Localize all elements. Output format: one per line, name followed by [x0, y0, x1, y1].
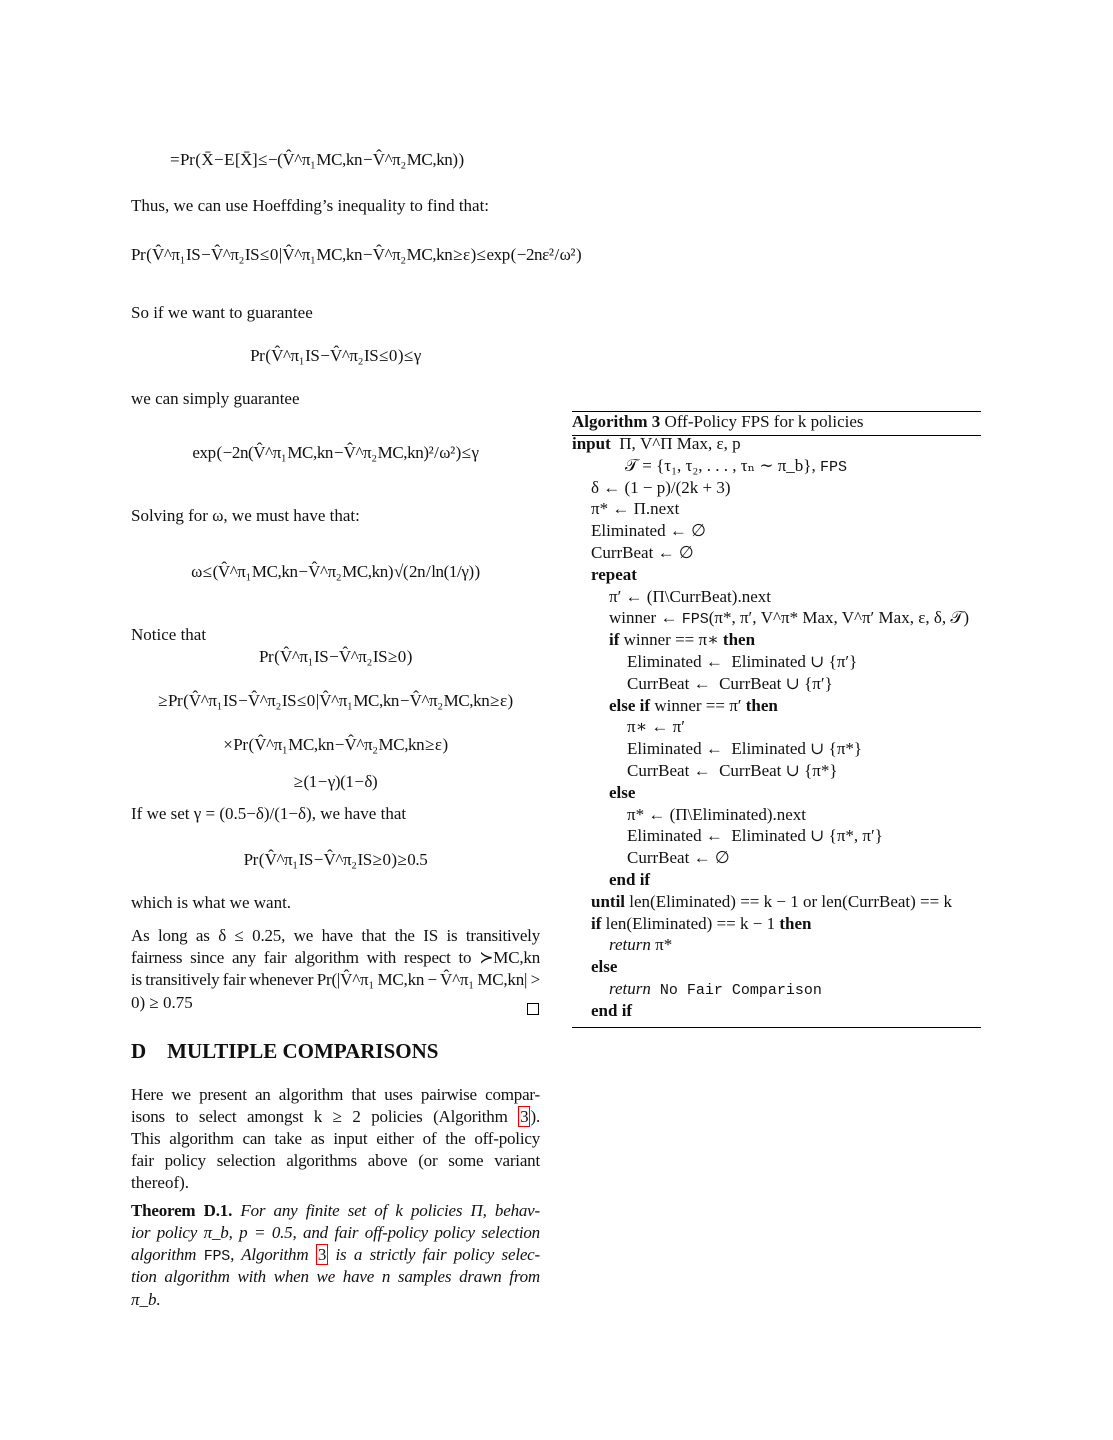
algorithm-line	[591, 565, 637, 585]
text-line	[131, 1085, 540, 1105]
text-span: Eliminated ← Eliminated ∪ {π*}	[627, 739, 863, 759]
text-span: (π*, π′, V^π* Max, V^π′ Max, ε, δ, 𝒯)	[708, 608, 970, 628]
text-span: algorithm	[131, 1245, 204, 1264]
algorithm-line	[627, 848, 730, 868]
text-span: Here we present an algorithm that uses pairwise compar-	[131, 1085, 540, 1104]
text-line	[131, 1151, 540, 1171]
equation	[131, 735, 540, 755]
text-line	[131, 804, 540, 824]
text-line	[131, 1245, 540, 1267]
text-span: len(Eliminated) == k − 1	[601, 913, 780, 933]
text-span: Pr ( V̂^π₁ IS − V̂^π₂ IS ≥ 0 ) ≥ 0.5	[243, 850, 428, 869]
text-line	[131, 1173, 540, 1193]
text-span: For any finite set of k policies Π, behav-	[240, 1201, 540, 1220]
equation	[131, 245, 582, 265]
text-span: FPS	[203, 1248, 231, 1265]
text-span: π∗ ← π′	[627, 717, 685, 737]
text-span: Theorem D.1.	[131, 1201, 241, 1220]
text-line	[131, 926, 540, 946]
algorithm-line	[591, 957, 617, 977]
text-line	[131, 1267, 540, 1287]
text-line	[131, 303, 540, 323]
text-span: This algorithm can take as input either of the off-policy	[131, 1129, 540, 1148]
algorithm-line	[591, 892, 952, 912]
algorithm-line	[609, 979, 822, 1001]
text-span: ).	[530, 1107, 540, 1126]
algorithm-line	[627, 674, 833, 694]
text-span: , Algorithm	[230, 1245, 316, 1264]
algorithm-line	[591, 521, 706, 541]
text-span: return	[609, 935, 651, 955]
text-span: repeat	[591, 564, 637, 584]
text-span: As long as δ ≤ 0.25, we have that the IS is transitively	[131, 926, 540, 945]
text-span: if	[591, 913, 602, 933]
equation	[131, 647, 540, 667]
text-span: No Fair Comparison	[650, 982, 822, 999]
text-span: CurrBeat ← ∅	[591, 543, 694, 562]
algorithm-line	[609, 630, 755, 650]
text-span: 𝒯 = {τ₁, τ₂, . . . , τₙ ∼ π_b},	[625, 455, 820, 475]
text-span: thereof).	[131, 1173, 190, 1192]
text-span: FPS	[819, 458, 847, 476]
algorithm-line	[609, 608, 969, 630]
section-heading	[131, 1041, 540, 1063]
text-span: end if	[591, 1000, 633, 1020]
text-span: π*	[650, 935, 673, 955]
algorithm-line	[609, 783, 635, 803]
algorithm-label: Algorithm 3	[572, 412, 661, 431]
text-line	[131, 970, 540, 990]
algorithm-line	[625, 456, 847, 478]
text-span: ≥ (1 − γ)(1 − δ)	[293, 772, 378, 791]
text-span: CurrBeat ← CurrBeat ∪ {π*}	[627, 761, 838, 780]
text-span: FPS	[681, 611, 709, 629]
text-span: then	[722, 630, 756, 650]
algorithm-line	[591, 499, 679, 519]
text-span: winner == π′	[650, 695, 746, 715]
text-line	[131, 1223, 540, 1243]
equation	[131, 346, 540, 366]
text-span: δ ← (1 − p)/(2k + 3)	[591, 477, 731, 497]
text-line	[131, 993, 540, 1013]
text-line	[131, 506, 540, 526]
text-span: end if	[609, 870, 651, 889]
text-span: Notice that	[131, 625, 207, 644]
text-span: ω ≤ (V̂^π₁ MC,kn − V̂^π₂ MC,kn) √( 2n / ln(1/γ) )	[191, 562, 480, 581]
equation	[131, 562, 540, 582]
text-span: Pr ( V̂^π₁ IS − V̂^π₂ IS ≤ 0 ) ≤ γ	[250, 346, 421, 365]
text-span: So if we want to guarantee	[131, 303, 313, 322]
algorithm-title: Off-Policy FPS for k policies	[660, 412, 864, 431]
text-span: = Pr ( X̄ − E [X̄] ≤ −(V̂^π₁ MC,kn − V̂^π₂ MC,kn) )	[170, 150, 464, 169]
text-span: else if	[609, 695, 651, 715]
algorithm-line	[627, 805, 806, 825]
text-span: Thus, we can use Hoeffding’s inequality to find that:	[131, 196, 490, 215]
algorithm-line	[627, 739, 862, 759]
text-span: we can simply guarantee	[131, 389, 300, 408]
text-span: Pr ( V̂^π₁ IS − V̂^π₂ IS ≤ 0 | V̂^π₁ MC,kn − V̂^π₂ MC,kn ≥ ε ) ≤ exp ( −2nε² / ω² )	[131, 245, 582, 264]
text-line	[131, 1129, 540, 1149]
text-span: 0) ≥ 0.75	[131, 993, 193, 1012]
text-span: Pr ( V̂^π₁ IS − V̂^π₂ IS ≥ 0 )	[258, 647, 413, 666]
text-line	[131, 1107, 540, 1127]
text-line	[131, 893, 540, 913]
text-span: If we set γ = (0.5−δ)/(1−δ), we have that	[131, 804, 407, 823]
algorithm-line	[627, 652, 857, 672]
algorithm-reference-link[interactable]: 3	[520, 1107, 529, 1126]
equation	[131, 443, 540, 463]
text-line	[131, 196, 540, 216]
text-span: if	[609, 630, 620, 650]
text-line	[131, 1290, 540, 1310]
text-span: Eliminated ← ∅	[591, 521, 706, 541]
text-span: ior policy π_b, p = 0.5, and fair off-policy policy selection	[131, 1223, 540, 1242]
algorithm-line	[609, 870, 650, 890]
text-span: input	[572, 434, 611, 453]
text-line	[131, 948, 540, 968]
text-span: exp ( −2n(V̂^π₁ MC,kn − V̂^π₂ MC,kn)² / ω² ) ≤ γ	[192, 443, 479, 462]
text-span: fairness since any fair algorithm with respect to ≻MC,kn	[131, 948, 540, 967]
text-span: len(Eliminated) == k − 1 or len(CurrBeat) == k	[625, 891, 952, 911]
algorithm-line	[609, 587, 771, 607]
algorithm-line	[609, 696, 778, 716]
algorithm-line	[591, 914, 811, 934]
text-span: Solving for ω, we must have that:	[131, 506, 360, 525]
text-span: return	[609, 979, 651, 998]
text-span: winner == π∗	[619, 630, 723, 650]
algorithm-reference-link[interactable]: 3	[317, 1245, 327, 1264]
text-line	[131, 389, 540, 409]
text-span: isons to select amongst k ≥ 2 policies (Algorithm	[131, 1107, 519, 1126]
text-line	[131, 1201, 540, 1221]
text-span: which is what we want.	[131, 893, 292, 912]
algorithm-line	[591, 478, 731, 498]
algorithm-line	[591, 543, 694, 563]
algorithm-line	[609, 935, 672, 955]
text-span: π′ ← (Π\CurrBeat).next	[609, 586, 771, 606]
text-span: D MULTIPLE COMPARISONS	[131, 1039, 439, 1063]
text-span: is a strictly fair policy selec-	[328, 1245, 540, 1264]
algorithm-line	[627, 826, 883, 846]
algorithm-bottom-rule	[572, 1027, 981, 1028]
text-span: CurrBeat ← ∅	[627, 848, 730, 868]
text-span: tion algorithm with when we have n samples drawn from	[131, 1267, 540, 1286]
algorithm-line	[627, 761, 838, 781]
text-span: ≥ Pr ( V̂^π₁ IS − V̂^π₂ IS ≤ 0 | V̂^π₁ MC,kn − V̂^π₂ MC,kn ≥ ε )	[158, 691, 513, 710]
text-span: then	[745, 695, 778, 715]
equation	[131, 850, 540, 870]
equation	[170, 150, 464, 170]
text-span: CurrBeat ← CurrBeat ∪ {π′}	[627, 673, 833, 693]
equation	[131, 691, 540, 711]
text-span: winner ←	[609, 608, 682, 628]
algorithm-caption	[572, 412, 864, 432]
text-span: else	[609, 782, 636, 802]
algorithm-line	[572, 434, 741, 454]
text-span: fair policy selection algorithms above (or some variant	[131, 1151, 540, 1170]
text-span: else	[591, 957, 618, 977]
algorithm-line	[591, 1001, 632, 1021]
text-span: Π, V^Π Max, ε, p	[610, 434, 741, 453]
algorithm-line	[627, 717, 685, 737]
text-span: × Pr ( V̂^π₁ MC,kn − V̂^π₂ MC,kn ≥ ε )	[223, 735, 448, 754]
text-line	[131, 625, 540, 645]
equation	[131, 772, 540, 792]
text-span: then	[779, 913, 812, 933]
text-span: π_b.	[131, 1290, 161, 1309]
text-span: π* ← Π.next	[591, 499, 680, 519]
text-span: π* ← (Π\Eliminated).next	[627, 804, 807, 824]
text-span: Eliminated ← Eliminated ∪ {π*, π′}	[627, 826, 883, 846]
text-span: is transitively fair whenever Pr(|V̂^π₁ MC,kn − V̂^π₁ MC,kn| >	[131, 970, 540, 989]
text-span: Eliminated ← Eliminated ∪ {π′}	[627, 652, 858, 671]
text-span: until	[591, 891, 626, 911]
